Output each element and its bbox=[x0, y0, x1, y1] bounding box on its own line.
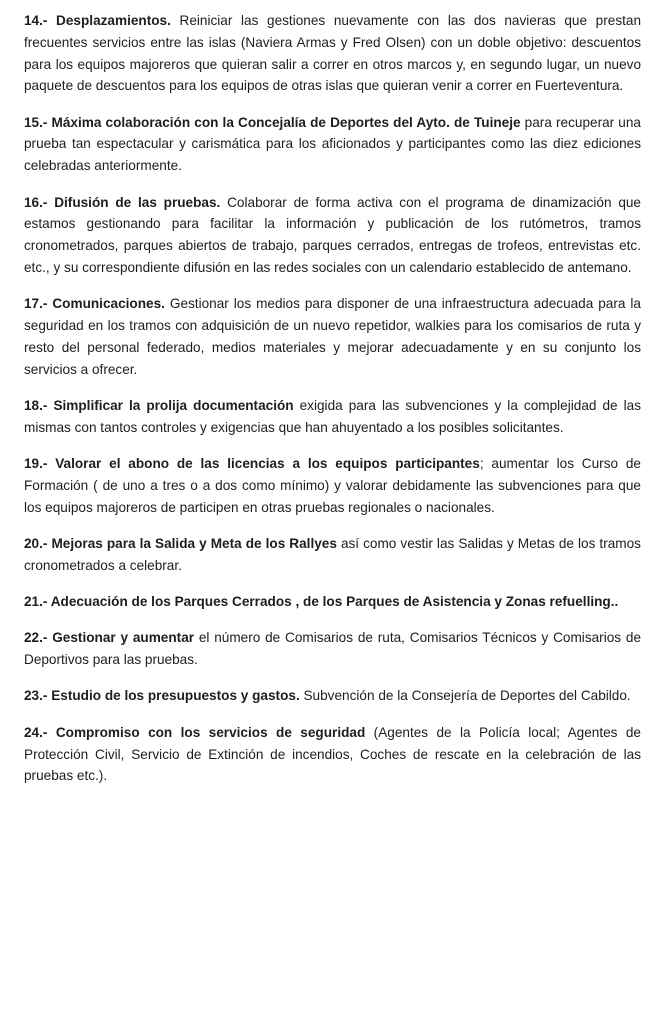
item-14 bbox=[24, 10, 641, 97]
item-22 bbox=[24, 627, 641, 671]
item-23 bbox=[24, 685, 641, 707]
item-17-body: Gestionar los medios para disponer de una infraestructura adecuada para la seguridad en los tramos con adquisición de un nuevo repetidor, walkies para los comisarios de ruta y resto del personal federado, medios materiales y mejorar adecuadamente y en su conjunto los servicios a ofrecer. bbox=[24, 296, 641, 377]
item-21 bbox=[24, 591, 641, 613]
item-23-heading: 23.- Estudio de los presupuestos y gastos. bbox=[24, 688, 300, 704]
item-17-heading: 17.- Comunicaciones. bbox=[24, 296, 165, 312]
item-18 bbox=[24, 395, 641, 439]
item-19-heading: 19.- Valorar el abono de las licencias a los equipos participantes bbox=[24, 456, 480, 472]
item-14-body: Reiniciar las gestiones nuevamente con las dos navieras que prestan frecuentes servicios entre las islas (Naviera Armas y Fred Olsen) con un doble objetivo: descuentos para los equipos majoreros que quieran salir a correr en otros marcos y, en segundo lugar, un nuevo paquete de descuentos para los equipos de otras islas que quieran venir a correr en Fuerteventura. bbox=[24, 13, 642, 94]
item-16-body: Colaborar de forma activa con el programa de dinamización que estamos gestionando para facilitar la información y publicación de los rutómetros, tramos cronometrados, parques abiertos de trabajo, parques cerrados, entregas de trofeos, entrevistas etc. etc., y su correspondiente difusión en las redes sociales con un calendario establecido de antemano. bbox=[24, 194, 641, 275]
item-21-heading: 21.- Adecuación de los Parques Cerrados , de los Parques de Asistencia y Zonas refuelling.. bbox=[24, 594, 619, 610]
item-18-heading: 18.- Simplificar la prolija documentación bbox=[24, 397, 294, 413]
item-24-heading: 24.- Compromiso con los servicios de seguridad bbox=[24, 724, 366, 740]
item-20-heading: 20.- Mejoras para la Salida y Meta de los Rallyes bbox=[24, 535, 337, 551]
item-20-body: así como vestir las Salidas y Metas de los tramos cronometrados a celebrar. bbox=[24, 535, 641, 573]
item-22-heading: 22.- Gestionar y aumentar bbox=[24, 630, 195, 646]
item-18-body: exigida para las subvenciones y la complejidad de las mismas con tantos controles y exigencias que han ahuyentado a los posibles solicitantes. bbox=[24, 397, 641, 435]
item-19-body: ; aumentar los Curso de Formación ( de uno a tres o a dos como mínimo) y valorar debidamente las subvenciones para que los equipos majoreros de participen en otras pruebas regionales o nacionales. bbox=[24, 456, 641, 515]
item-14-heading: 14.- Desplazamientos. bbox=[24, 13, 171, 28]
item-15 bbox=[24, 112, 641, 177]
item-17 bbox=[24, 293, 641, 380]
item-16 bbox=[24, 192, 641, 279]
item-16-heading: 16.- Difusión de las pruebas. bbox=[24, 194, 221, 210]
item-23-body: Subvención de la Consejería de Deportes del Cabildo. bbox=[299, 688, 631, 704]
item-22-body: el número de Comisarios de ruta, Comisarios Técnicos y Comisarios de Deportivos para las pruebas. bbox=[24, 630, 641, 668]
item-24 bbox=[24, 722, 641, 787]
item-15-heading: 15.- Máxima colaboración con la Concejalía de Deportes del Ayto. de Tuineje bbox=[24, 114, 521, 130]
item-24-body: (Agentes de la Policía local; Agentes de Protección Civil, Servicio de Extinción de incendios, Coches de rescate en la celebración de las pruebas etc.). bbox=[24, 724, 641, 784]
item-15-body: para recuperar una prueba tan espectacular y carismática para los aficionados y participantes como las diez ediciones celebradas anteriormente. bbox=[24, 114, 641, 174]
item-19 bbox=[24, 453, 641, 518]
item-20 bbox=[24, 533, 641, 577]
